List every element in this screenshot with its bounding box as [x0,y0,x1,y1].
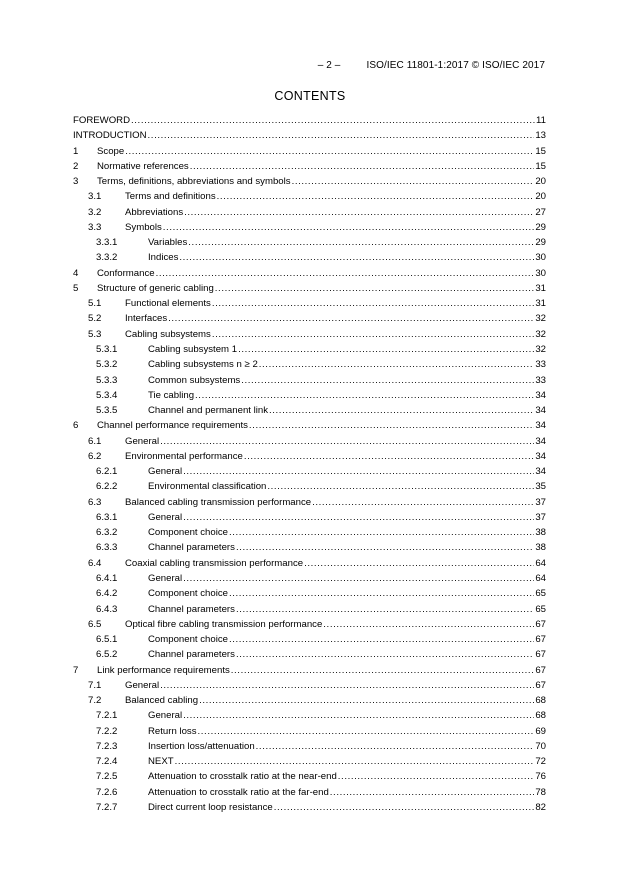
toc-entry-title: Attenuation to crosstalk ratio at the near-end [148,771,337,783]
page-header [0,60,545,71]
toc-entry-title: Link performance requirements [97,664,230,676]
standard-reference: ISO/IEC 11801-1:2017 © ISO/IEC 2017 [366,60,545,71]
toc-entry-title: NEXT [148,756,174,768]
toc-entry-title: Common subsystems [148,374,241,386]
toc-entry-number: 7.2 [88,695,102,707]
toc-dot-leader [212,327,534,342]
toc-entry[interactable] [73,739,546,754]
toc-entry[interactable] [73,144,546,159]
toc-entry-page: 32 [535,343,546,355]
toc-dot-leader [179,250,534,265]
toc-entry-title: Optical fibre cabling transmission performance [125,618,323,630]
toc-entry-number: 3.3.2 [96,252,118,264]
toc-dot-leader [148,128,535,143]
toc-entry-number: 4 [73,267,79,279]
toc-entry-title: Cabling subsystems n ≥ 2 [148,359,258,371]
toc-entry-number: 6.5 [88,618,102,630]
toc-entry-page: 32 [535,328,546,340]
toc-entry-page: 20 [535,176,546,188]
toc-entry-page: 78 [535,786,546,798]
toc-dot-leader [183,464,534,479]
toc-entry-title: Component choice [148,588,228,600]
toc-dot-leader [217,189,535,204]
toc-entry-page: 65 [535,603,546,615]
toc-entry[interactable] [73,128,546,143]
toc-entry-title: General [125,679,160,691]
toc-entry[interactable] [73,434,546,449]
toc-entry[interactable] [73,373,546,388]
toc-dot-leader [131,113,535,128]
toc-entry-title: Terms, definitions, abbreviations and symbols [97,176,291,188]
toc-entry-title: Environmental performance [125,450,243,462]
toc-entry[interactable] [73,159,546,174]
toc-entry-number: 7.2.6 [96,786,118,798]
toc-dot-leader [183,708,534,723]
toc-entry-title: Conformance [97,267,155,279]
toc-entry[interactable] [73,586,546,601]
toc-entry-title: Cabling subsystem 1 [148,343,238,355]
toc-entry[interactable] [73,342,546,357]
toc-entry[interactable] [73,403,546,418]
toc-dot-leader [163,220,535,235]
toc-entry-title: Cabling subsystems [125,328,211,340]
toc-entry[interactable] [73,174,546,189]
toc-entry-title: Return loss [148,725,197,737]
toc-dot-leader [256,739,535,754]
toc-entry-number: 1 [73,145,79,157]
toc-entry-number: 6.2.2 [96,481,118,493]
toc-entry[interactable] [73,250,546,265]
toc-entry-page: 34 [535,435,546,447]
toc-dot-leader [125,144,534,159]
toc-entry-number: 5.3.5 [96,405,118,417]
toc-entry-number: 7.2.1 [96,710,118,722]
toc-entry-number: 5.2 [88,313,102,325]
toc-dot-leader [199,693,534,708]
toc-entry-number: 5.3.3 [96,374,118,386]
table-of-contents [73,113,546,815]
toc-entry-page: 67 [535,664,546,676]
toc-dot-leader [183,571,534,586]
toc-entry-title: Balanced cabling [125,695,199,707]
toc-entry[interactable] [73,327,546,342]
toc-entry[interactable] [73,357,546,372]
toc-entry-number: 5.3.1 [96,343,118,355]
toc-dot-leader [168,311,534,326]
toc-entry[interactable] [73,647,546,662]
toc-dot-leader [231,663,535,678]
toc-entry[interactable] [73,693,546,708]
toc-entry-page: 38 [535,542,546,554]
toc-entry-number: 5.3.2 [96,359,118,371]
toc-entry-page: 70 [535,740,546,752]
toc-entry-title: Insertion loss/attenuation [148,740,255,752]
toc-entry-page: 27 [535,206,546,218]
toc-dot-leader [338,769,535,784]
toc-entry[interactable] [73,113,546,128]
toc-dot-leader [229,586,534,601]
toc-entry-page: 11 [536,115,546,126]
toc-entry-page: 67 [535,649,546,661]
toc-entry[interactable] [73,708,546,723]
toc-entry-page: 69 [535,725,546,737]
toc-entry-page: 30 [535,267,546,279]
toc-entry-number: 2 [73,160,79,172]
toc-entry-title: Balanced cabling transmission performance [125,496,312,508]
toc-dot-leader [304,556,534,571]
toc-entry-page: 34 [535,389,546,401]
toc-entry-title: INTRODUCTION [73,130,147,142]
toc-entry-page: 68 [535,710,546,722]
toc-entry-page: 64 [535,557,546,569]
toc-entry[interactable] [73,449,546,464]
toc-dot-leader [156,266,535,281]
toc-entry-page: 68 [535,695,546,707]
toc-entry-number: 5.3 [88,328,102,340]
toc-entry[interactable] [73,205,546,220]
toc-dot-leader [195,388,534,403]
toc-dot-leader [160,434,534,449]
toc-entry-page: 31 [535,282,546,294]
toc-dot-leader [244,449,534,464]
toc-entry-number: 7.2.4 [96,756,118,768]
toc-entry-title: General [125,435,160,447]
toc-entry-title: Component choice [148,634,228,646]
toc-entry-title: Channel parameters [148,542,235,554]
toc-entry-page: 32 [535,313,546,325]
toc-entry-page: 34 [535,420,546,432]
toc-entry-page: 64 [535,572,546,584]
toc-dot-leader [212,296,534,311]
toc-entry[interactable] [73,540,546,555]
toc-dot-leader [269,403,534,418]
toc-entry[interactable] [73,663,546,678]
toc-entry-page: 34 [535,450,546,462]
toc-entry-page: 38 [535,527,546,539]
toc-dot-leader [175,754,535,769]
contents-title: CONTENTS [274,89,346,103]
toc-entry[interactable] [73,296,546,311]
toc-entry-page: 67 [535,618,546,630]
toc-entry-number: 6.3.2 [96,527,118,539]
toc-dot-leader [238,342,534,357]
toc-entry-page: 33 [535,374,546,386]
toc-entry-number: 6 [73,420,79,432]
toc-entry-number: 6.4.1 [96,572,118,584]
toc-entry-title: Structure of generic cabling [97,282,214,294]
toc-entry-title: General [148,466,183,478]
toc-entry-page: 65 [535,588,546,600]
toc-entry-page: 29 [535,221,546,233]
toc-entry[interactable] [73,510,546,525]
toc-dot-leader [323,617,534,632]
toc-entry[interactable] [73,571,546,586]
toc-entry[interactable] [73,418,546,433]
toc-entry-title: General [148,572,183,584]
toc-entry-number: 6.3.3 [96,542,118,554]
toc-entry-page: 20 [535,191,546,203]
toc-entry[interactable] [73,525,546,540]
toc-entry-number: 3.2 [88,206,102,218]
toc-entry-title: FOREWORD [73,115,131,126]
toc-entry[interactable] [73,464,546,479]
toc-dot-leader [312,495,534,510]
toc-entry-title: Component choice [148,527,228,539]
toc-entry-page: 82 [535,801,546,813]
toc-entry-number: 3.3 [88,221,102,233]
toc-entry-title: Interfaces [125,313,168,325]
toc-entry-number: 6.4.2 [96,588,118,600]
toc-entry-page: 35 [535,481,546,493]
toc-entry-title: Indices [148,252,179,264]
toc-dot-leader [188,235,534,250]
toc-entry-title: Symbols [125,221,162,233]
toc-entry[interactable] [73,800,546,815]
toc-dot-leader [236,540,534,555]
toc-dot-leader [190,159,535,174]
toc-entry[interactable] [73,220,546,235]
toc-entry[interactable] [73,617,546,632]
toc-entry-title: Channel parameters [148,603,235,615]
toc-entry[interactable] [73,678,546,693]
toc-entry[interactable] [73,769,546,784]
toc-dot-leader [241,373,534,388]
toc-entry-number: 6.4 [88,557,102,569]
toc-entry-title: Variables [148,237,188,249]
toc-entry-title: Scope [97,145,125,157]
toc-entry-number: 6.3.1 [96,511,118,523]
toc-entry-title: Functional elements [125,298,211,310]
toc-entry[interactable] [73,311,546,326]
toc-entry-number: 7.2.5 [96,771,118,783]
toc-dot-leader [198,724,535,739]
toc-entry-number: 3 [73,176,79,188]
toc-entry[interactable] [73,632,546,647]
toc-entry[interactable] [73,556,546,571]
toc-entry-page: 34 [535,405,546,417]
toc-entry-title: Direct current loop resistance [148,801,273,813]
toc-entry-number: 7.2.2 [96,725,118,737]
toc-entry[interactable] [73,281,546,296]
toc-entry-number: 5.3.4 [96,389,118,401]
toc-entry[interactable] [73,602,546,617]
toc-entry-title: Attenuation to crosstalk ratio at the far-end [148,786,329,798]
toc-entry-title: Environmental classification [148,481,267,493]
toc-dot-leader [259,357,535,372]
toc-entry-title: Terms and definitions [125,191,216,203]
toc-entry-number: 6.2 [88,450,102,462]
toc-dot-leader [236,602,534,617]
toc-entry-number: 6.5.2 [96,649,118,661]
toc-entry-page: 37 [535,511,546,523]
toc-entry-number: 6.2.1 [96,466,118,478]
toc-entry-number: 3.1 [88,191,102,203]
toc-dot-leader [229,632,534,647]
toc-entry-title: Abbreviations [125,206,184,218]
toc-dot-leader [236,647,534,662]
page-number: – 2 – [317,60,341,71]
toc-entry-number: 7.1 [88,679,102,691]
toc-entry-page: 13 [535,130,546,142]
toc-entry-number: 7.2.7 [96,801,118,813]
toc-dot-leader [183,510,534,525]
toc-entry-page: 15 [535,160,546,172]
toc-dot-leader [330,785,535,800]
toc-entry-page: 37 [535,496,546,508]
toc-entry[interactable] [73,388,546,403]
toc-entry-page: 67 [535,679,546,691]
toc-entry[interactable] [73,785,546,800]
toc-entry[interactable] [73,235,546,250]
toc-dot-leader [267,479,534,494]
toc-entry-page: 31 [535,298,546,310]
toc-entry-page: 67 [535,634,546,646]
toc-entry-number: 5.1 [88,298,102,310]
toc-entry-title: General [148,511,183,523]
toc-entry[interactable] [73,724,546,739]
toc-entry-title: Coaxial cabling transmission performance [125,557,304,569]
toc-entry-number: 6.4.3 [96,603,118,615]
toc-dot-leader [292,174,535,189]
toc-dot-leader [249,418,534,433]
toc-dot-leader [229,525,534,540]
toc-entry-number: 7 [73,664,79,676]
toc-entry-number: 3.3.1 [96,237,118,249]
toc-entry-page: 76 [535,771,546,783]
toc-dot-leader [160,678,534,693]
toc-entry-page: 72 [535,756,546,768]
toc-entry[interactable] [73,479,546,494]
toc-entry-title: Normative references [97,160,189,172]
toc-entry[interactable] [73,189,546,204]
toc-entry-title: Channel performance requirements [97,420,248,432]
toc-dot-leader [274,800,535,815]
toc-entry-title: General [148,710,183,722]
toc-entry-page: 34 [535,466,546,478]
toc-entry[interactable] [73,495,546,510]
toc-entry-page: 15 [535,145,546,157]
toc-entry-number: 6.3 [88,496,102,508]
toc-entry-page: 33 [535,359,546,371]
toc-entry-title: Channel and permanent link [148,405,269,417]
toc-dot-leader [184,205,534,220]
toc-entry[interactable] [73,754,546,769]
toc-entry-title: Channel parameters [148,649,235,661]
toc-entry-number: 5 [73,282,79,294]
toc-entry-page: 30 [535,252,546,264]
toc-entry-number: 6.5.1 [96,634,118,646]
toc-entry-number: 6.1 [88,435,102,447]
toc-entry[interactable] [73,266,546,281]
toc-dot-leader [215,281,535,296]
toc-entry-number: 7.2.3 [96,740,118,752]
toc-entry-title: Tie cabling [148,389,195,401]
toc-entry-page: 29 [535,237,546,249]
